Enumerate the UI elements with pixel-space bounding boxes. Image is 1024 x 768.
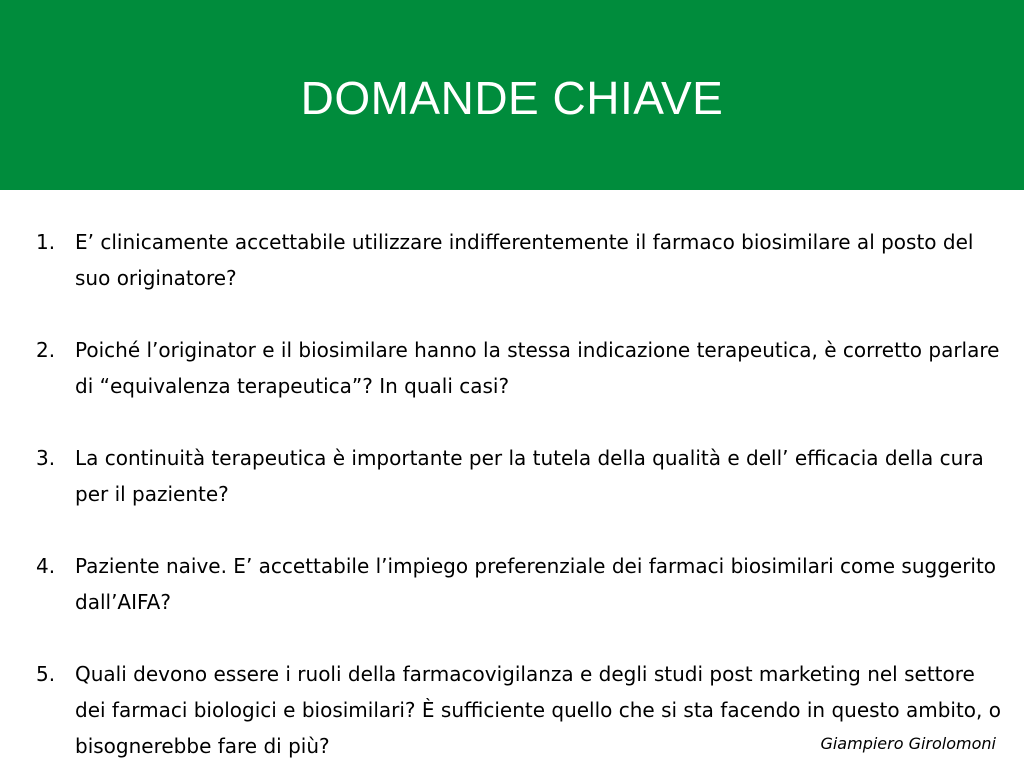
question-item — [36, 224, 1006, 296]
question-number: 4. — [36, 554, 56, 578]
author-credit: Giampiero Girolomoni — [820, 734, 996, 753]
title-banner — [0, 0, 1024, 190]
question-text: Paziente naive. E’ accettabile l’impiego preferenziale dei farmaci biosimilari come suggerito dall’AIFA? — [75, 554, 997, 614]
question-number: 3. — [36, 446, 56, 470]
question-number: 2. — [36, 338, 56, 362]
slide-title: DOMANDE CHIAVE — [300, 72, 724, 124]
question-text: La continuità terapeutica è importante per la tutela della qualità e dell’ efficacia della cura per il paziente? — [75, 446, 984, 506]
question-item — [36, 332, 1006, 404]
question-text: E’ clinicamente accettabile utilizzare indifferentemente il farmaco biosimilare al posto del suo originatore? — [75, 230, 974, 290]
question-item — [36, 440, 1006, 512]
question-number: 5. — [36, 662, 56, 686]
question-number: 1. — [36, 230, 56, 254]
question-text: Quali devono essere i ruoli della farmacovigilanza e degli studi post marketing nel settore dei farmaci biologici e biosimilari? È sufficiente quello che si sta facendo in questo ambito, o bisognerebbe fare di più? — [75, 662, 1001, 758]
question-item — [36, 548, 1006, 620]
question-list — [36, 224, 1006, 764]
question-text: Poiché l’originator e il biosimilare hanno la stessa indicazione terapeutica, è corretto parlare di “equivalenza terapeutica”? In quali casi? — [75, 338, 1000, 398]
